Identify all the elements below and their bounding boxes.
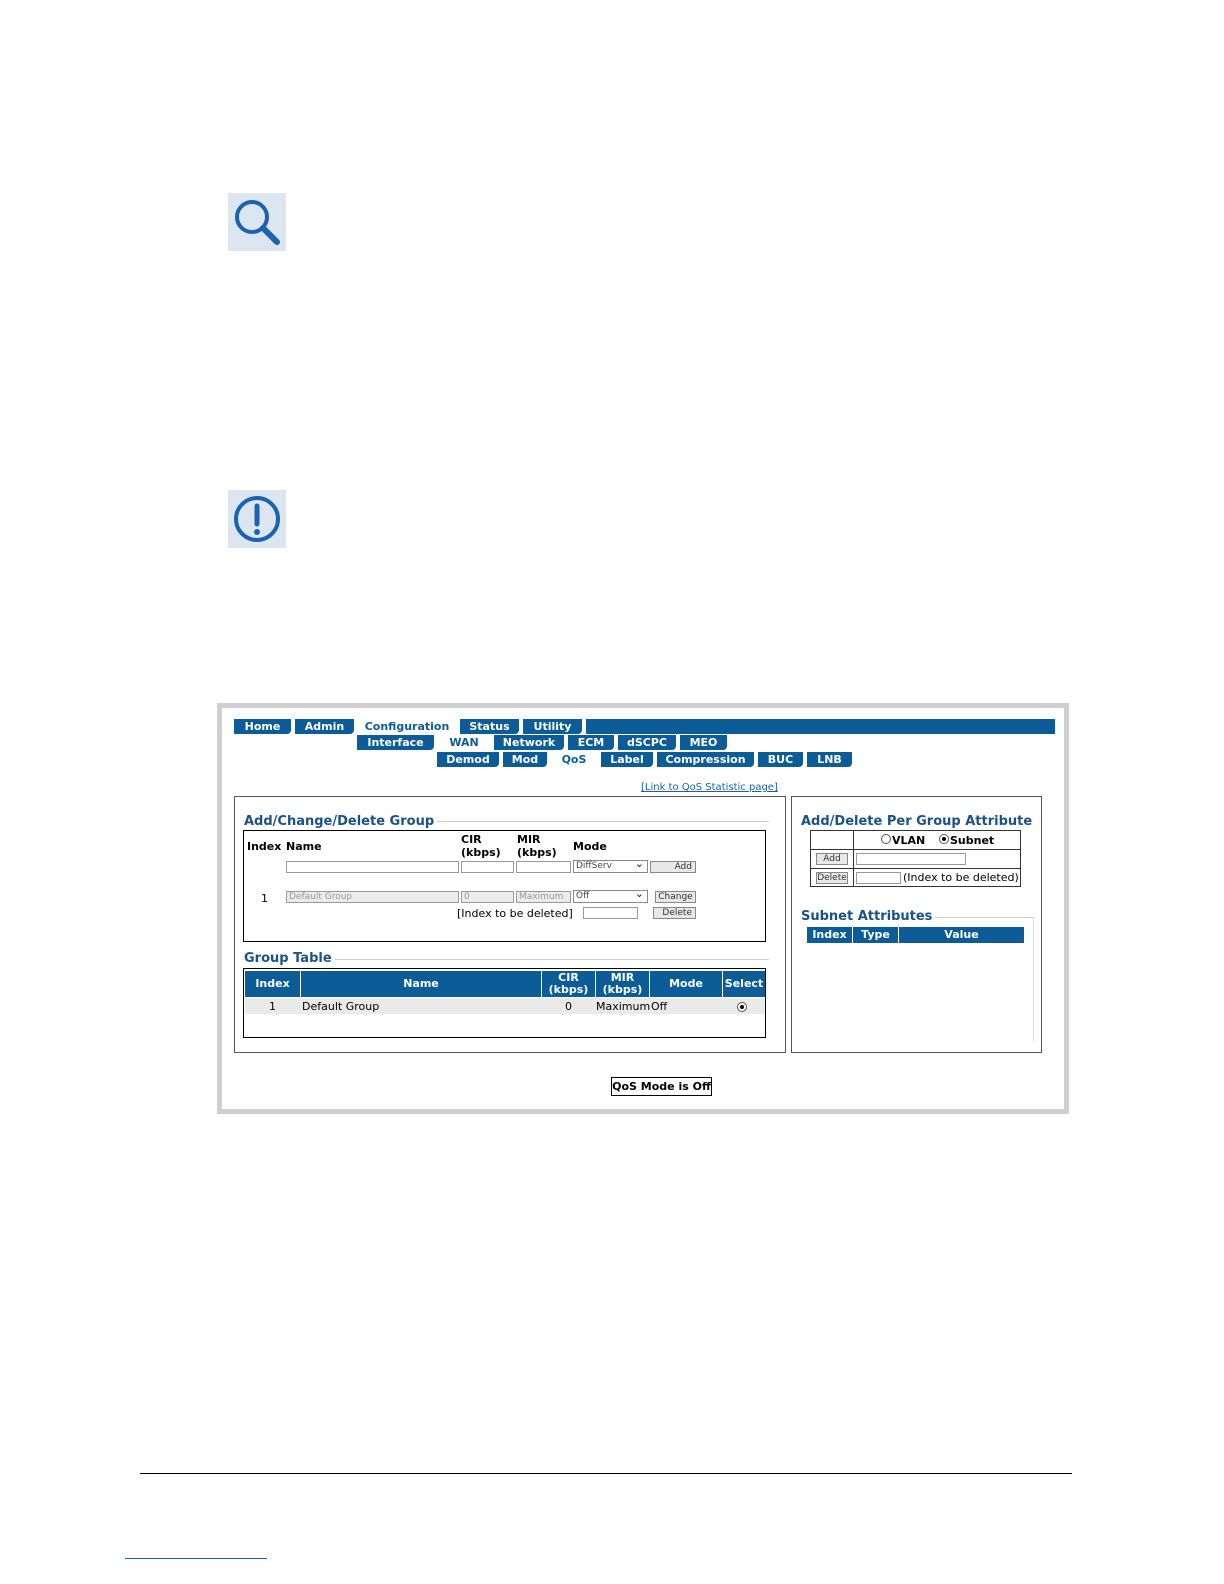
delete-index-input[interactable] — [583, 907, 638, 919]
tab-network[interactable]: Network — [494, 735, 564, 750]
tab-interface[interactable]: Interface — [357, 735, 434, 750]
header-mode: Mode — [573, 840, 607, 853]
subnet-label: Subnet — [950, 834, 995, 847]
config-subnav — [357, 735, 727, 750]
attr-divider — [810, 868, 1021, 869]
col-index: Index — [245, 971, 301, 997]
attr-delete-button[interactable]: Delete — [817, 873, 847, 883]
new-group-name-input[interactable] — [286, 861, 459, 873]
tab-mod[interactable]: Mod — [503, 752, 547, 767]
row-select-radio[interactable] — [737, 1002, 747, 1012]
main-nav-bar — [586, 719, 1055, 734]
attr-delete-hint: (Index to be deleted) — [903, 871, 1019, 884]
tab-compression[interactable]: Compression — [657, 752, 754, 767]
tab-configuration[interactable]: Configuration — [358, 719, 456, 734]
cell-mode: Off — [651, 1000, 668, 1013]
tab-meo[interactable]: MEO — [680, 735, 727, 750]
change-button[interactable]: Change — [655, 891, 696, 903]
col-mode: Mode — [650, 971, 723, 997]
header-index: Index — [247, 840, 282, 853]
new-mir-input[interactable] — [516, 861, 571, 873]
acd-group-title: Add/Change/Delete Group — [244, 814, 437, 829]
cell-index: 1 — [269, 1000, 276, 1013]
wan-subnav — [437, 752, 852, 767]
group-table-title: Group Table — [244, 951, 335, 966]
attr-add-button[interactable]: Add — [816, 853, 848, 865]
qos-statistic-link[interactable]: [Link to QoS Statistic page] — [641, 782, 778, 793]
col-index: Index — [807, 927, 853, 943]
qos-mode-status: QoS Mode is Off — [611, 1077, 712, 1096]
tab-home[interactable]: Home — [234, 719, 291, 734]
group-table-header — [245, 971, 765, 997]
attr-divider — [810, 849, 1021, 850]
new-mode-select[interactable]: DiffServ ⌄ — [573, 860, 648, 873]
tab-buc[interactable]: BUC — [758, 752, 803, 767]
tab-dscpc[interactable]: dSCPC — [618, 735, 676, 750]
subnet-table-header — [807, 927, 1024, 943]
delete-group-button[interactable]: Delete — [653, 907, 696, 919]
cell-name: Default Group — [302, 1000, 380, 1013]
subnet-title: Subnet Attributes — [801, 909, 935, 924]
tab-qos[interactable]: QoS — [551, 752, 597, 767]
tab-lnb[interactable]: LNB — [807, 752, 852, 767]
cell-cir: 0 — [565, 1000, 572, 1013]
col-type: Type — [853, 927, 899, 943]
tab-status[interactable]: Status — [460, 719, 519, 734]
add-group-button[interactable]: Add — [650, 861, 696, 873]
row-mir-input[interactable]: Maximum — [516, 891, 571, 903]
vlan-label: VLAN — [892, 834, 926, 847]
cell-mir: Maximum — [596, 1000, 651, 1013]
magnifier-note-icon — [228, 193, 286, 251]
fieldset-edge — [1033, 917, 1034, 1041]
delete-index-hint: [Index to be deleted] — [457, 907, 573, 920]
exclamation-note-icon — [228, 490, 286, 548]
col-value: Value — [944, 928, 979, 941]
header-cir: CIR (kbps) — [461, 833, 501, 859]
row-mode-select[interactable]: Off ⌄ — [573, 890, 648, 903]
main-nav — [234, 719, 582, 734]
header-name: Name — [286, 840, 322, 853]
col-cir: CIR (kbps) — [542, 971, 596, 997]
row-cir-input[interactable]: 0 — [461, 891, 514, 903]
col-mir: MIR (kbps) — [596, 971, 650, 997]
tab-ecm[interactable]: ECM — [568, 735, 614, 750]
row-name-input[interactable]: Default Group — [286, 891, 459, 903]
header-mir: MIR (kbps) — [517, 833, 557, 859]
tab-admin[interactable]: Admin — [295, 719, 354, 734]
tab-utility[interactable]: Utility — [523, 719, 582, 734]
vlan-radio[interactable] — [881, 834, 891, 844]
attr-value-input[interactable] — [856, 853, 966, 865]
subnet-radio[interactable] — [939, 834, 949, 844]
attr-title: Add/Delete Per Group Attribute — [801, 814, 1035, 829]
tab-label[interactable]: Label — [601, 752, 653, 767]
new-cir-input[interactable] — [461, 861, 514, 873]
footer-link-underline[interactable] — [125, 1558, 267, 1559]
col-select: Select — [724, 977, 764, 990]
attr-delete-index-input[interactable] — [856, 872, 901, 884]
tab-demod[interactable]: Demod — [437, 752, 499, 767]
col-name: Name — [301, 971, 542, 997]
attr-divider — [853, 830, 854, 887]
footer-rule — [140, 1473, 1072, 1474]
row-index: 1 — [261, 892, 268, 905]
tab-wan[interactable]: WAN — [438, 735, 490, 750]
